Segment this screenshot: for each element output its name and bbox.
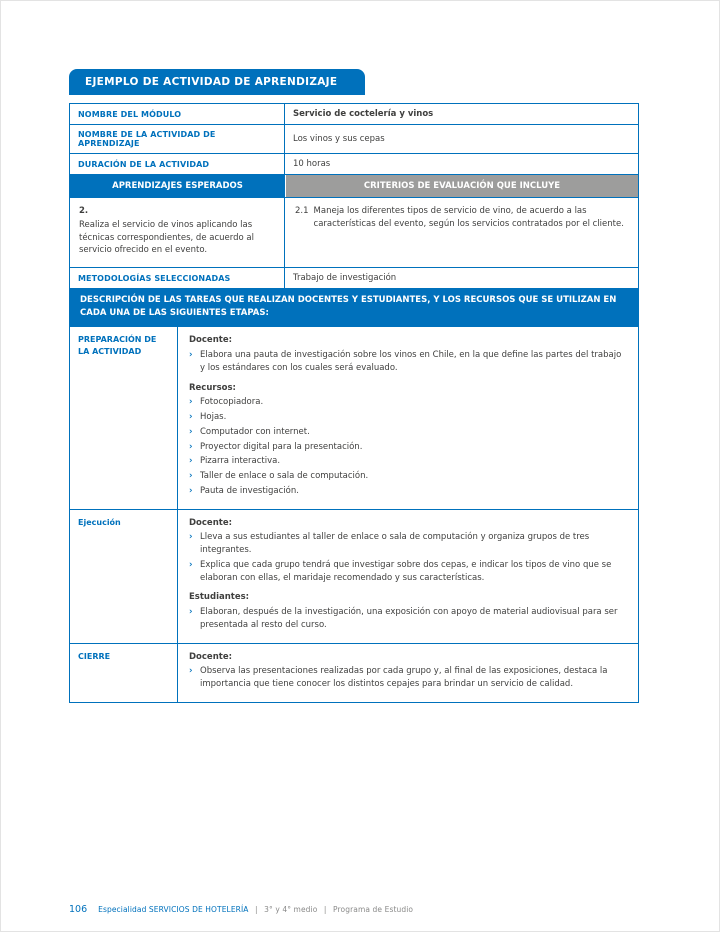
methodology-value: Trabajo de investigación	[293, 273, 397, 283]
list-item-text: Explica que cada grupo tendrá que investigar sobre dos cepas, e indicar los tipos de vino que se elaboran con ellas, el maridaje recomendado y sus características.	[200, 559, 612, 583]
bullet-icon: ›	[189, 456, 193, 467]
module-name-row	[70, 104, 638, 124]
list-item-text: Proyector digital para la presentación.	[200, 441, 363, 452]
list-item-text: Computador con internet.	[200, 426, 310, 437]
bullet-icon: ›	[189, 426, 193, 437]
stage-row-cierre	[70, 643, 638, 702]
list-item	[189, 441, 627, 454]
list-item-text: Pizarra interactiva.	[200, 456, 281, 467]
duration-label: DURACIÓN DE LA ACTIVIDAD	[70, 154, 285, 174]
stage-label-preparacion: PREPARACIÓN DE LA ACTIVIDAD	[70, 327, 178, 508]
activity-example-title: EJEMPLO DE ACTIVIDAD DE APRENDIZAJE	[85, 76, 338, 88]
activity-name-value: Los vinos y sus cepas	[293, 134, 385, 144]
list-item	[189, 531, 627, 557]
list-item-text: Elaboran, después de la investigación, una exposición con apoyo de material audiovisual para ser presentada al resto del curso.	[200, 607, 618, 630]
section-heading-docente: Docente:	[189, 335, 232, 346]
expected-learning-cell	[70, 198, 285, 267]
list-item	[189, 411, 627, 424]
footer-grade: 3° y 4° medio	[264, 905, 318, 914]
list-item-text: Lleva a sus estudiantes al taller de enlace o sala de computación y organiza grupos de tres integrantes.	[200, 532, 590, 556]
list-item-text: Hojas.	[200, 412, 227, 423]
activity-table-wrapper	[69, 69, 639, 703]
list-item-text: Fotocopiadora.	[200, 397, 264, 408]
list-item-text: Pauta de investigación.	[200, 485, 299, 496]
module-name-value: Servicio de coctelería y vinos	[293, 109, 434, 119]
list-item-text: Elabora una pauta de investigación sobre los vinos en Chile, en la que define las partes del trabajo y los estándares con los cuales será evaluado.	[200, 350, 622, 373]
column-headers-row	[70, 174, 638, 197]
criteria-text: Maneja los diferentes tipos de servicio de vino, de acuerdo a las características del evento, según los servicios contratados por el cliente.	[313, 206, 624, 229]
list-item	[189, 455, 627, 468]
footer-program: Programa de Estudio	[333, 905, 414, 914]
footer-text	[98, 905, 413, 914]
stage-label-cierre: CIERRE	[70, 644, 178, 702]
list-item-text: Observa las presentaciones realizadas por cada grupo y, al final de las exposiciones, destaca la importancia que tiene conocer los distintos cepajes para brindar un servicio de calidad.	[200, 666, 608, 690]
bullet-icon: ›	[189, 412, 193, 423]
stage-label-ejecucion: Ejecución	[70, 510, 178, 643]
stage-content-preparacion	[178, 327, 638, 508]
stage-row-ejecucion	[70, 509, 638, 643]
methodology-row	[70, 267, 638, 288]
list-item	[189, 470, 627, 483]
section-heading-docente: Docente:	[189, 651, 232, 662]
activity-name-label: NOMBRE DE LA ACTIVIDAD DE APRENDIZAJE	[70, 125, 285, 153]
description-banner: DESCRIPCIÓN DE LAS TAREAS QUE REALIZAN DOCENTES Y ESTUDIANTES, Y LOS RECURSOS QUE SE UTILIZAN EN CADA UNA DE LAS SIGUIENTES ETAPAS:	[70, 288, 638, 326]
list-item	[189, 396, 627, 409]
section-heading-estudiantes: Estudiantes:	[189, 592, 250, 603]
list-item	[189, 349, 627, 375]
footer-separator: |	[323, 905, 327, 914]
footer-separator: |	[255, 905, 258, 914]
page-number: 106	[69, 904, 88, 915]
bullet-icon: ›	[189, 441, 193, 452]
module-name-label: NOMBRE DEL MÓDULO	[70, 104, 285, 124]
bullet-icon: ›	[189, 666, 193, 677]
list-item	[189, 426, 627, 439]
list-item	[189, 559, 627, 585]
learning-criteria-row	[70, 197, 638, 267]
duration-row	[70, 153, 638, 174]
methodology-label: METODOLOGÍAS SELECCIONADAS	[70, 268, 285, 288]
page-footer	[69, 904, 413, 915]
stage-content-ejecucion	[178, 510, 638, 643]
bullet-icon: ›	[189, 559, 193, 570]
stage-content-cierre	[178, 644, 638, 702]
activity-example-tab	[69, 69, 365, 95]
stage-row-preparacion	[70, 326, 638, 508]
criteria-number: 2.1	[295, 206, 309, 216]
evaluation-criteria-header: CRITERIOS DE EVALUACIÓN QUE INCLUYE	[285, 175, 638, 197]
bullet-icon: ›	[189, 607, 193, 618]
evaluation-criteria-cell	[285, 198, 638, 267]
activity-table	[69, 103, 639, 703]
list-item	[189, 606, 627, 632]
bullet-icon: ›	[189, 350, 193, 361]
expected-learning-number: 2.	[79, 206, 89, 216]
expected-learning-text: Realiza el servicio de vinos aplicando las técnicas correspondientes, de acuerdo al servicio ofrecido en el evento.	[79, 219, 254, 256]
list-item	[189, 665, 627, 691]
list-item	[189, 485, 627, 498]
bullet-icon: ›	[189, 532, 193, 543]
list-item-text: Taller de enlace o sala de computación.	[200, 471, 369, 482]
bullet-icon: ›	[189, 397, 193, 408]
section-heading-recursos: Recursos:	[189, 382, 236, 393]
bullet-icon: ›	[189, 471, 193, 482]
footer-specialty: Especialidad SERVICIOS DE HOTELERÍA	[98, 905, 249, 914]
section-heading-docente: Docente:	[189, 517, 232, 528]
bullet-icon: ›	[189, 485, 193, 496]
expected-learning-header: APRENDIZAJES ESPERADOS	[70, 175, 285, 197]
duration-value: 10 horas	[293, 159, 331, 169]
activity-name-row	[70, 124, 638, 153]
